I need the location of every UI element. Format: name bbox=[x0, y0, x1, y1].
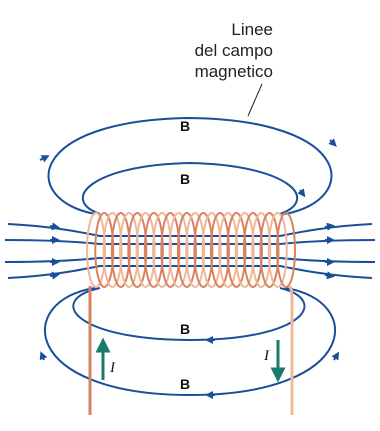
title-pointer-line bbox=[248, 84, 262, 116]
field-label-b-bottom-inner: B bbox=[180, 321, 191, 337]
field-arrow bbox=[334, 355, 337, 360]
field-arrow bbox=[42, 355, 44, 360]
title-line-1: Linee bbox=[231, 20, 273, 39]
field-label-b-bottom-outer: B bbox=[180, 376, 191, 392]
title-line-2: del campo bbox=[194, 41, 273, 60]
lead-wire-right bbox=[290, 286, 292, 415]
field-arrow bbox=[40, 157, 46, 160]
field-arrow bbox=[330, 140, 334, 144]
solenoid-coil bbox=[87, 213, 295, 287]
field-arrow bbox=[300, 190, 303, 194]
current-label-right: I bbox=[264, 348, 269, 364]
field-label-b-top-outer: B bbox=[180, 118, 191, 134]
current-label-left: I bbox=[110, 360, 115, 376]
title-line-3: magnetico bbox=[194, 62, 273, 81]
field-label-b-top-inner: B bbox=[180, 171, 191, 187]
axial-field-lines bbox=[5, 224, 375, 278]
